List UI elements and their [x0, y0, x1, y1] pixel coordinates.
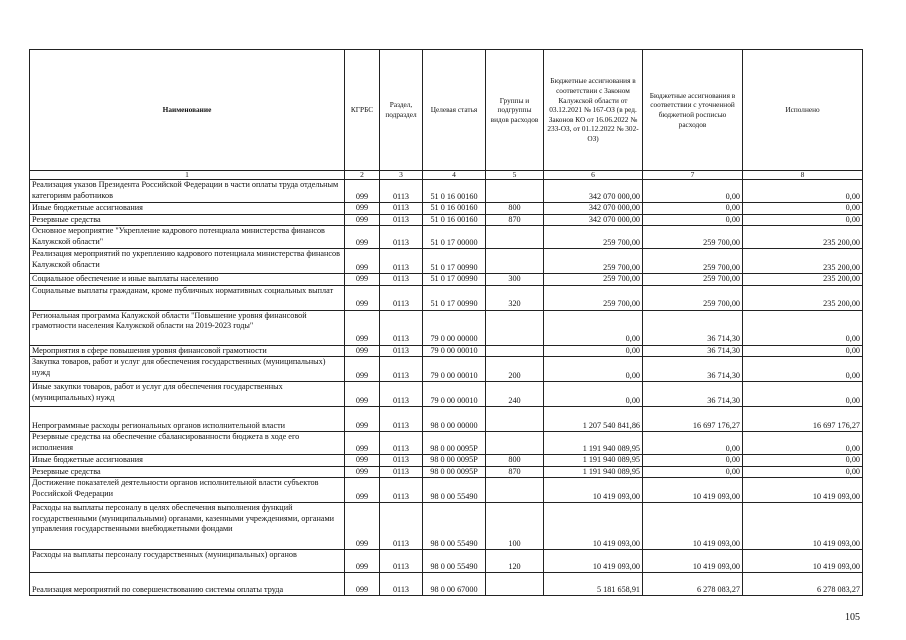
assignment-law-cell: 1 191 940 089,95	[544, 466, 643, 478]
table-row	[30, 573, 863, 596]
kgrbs-cell: 099	[345, 226, 380, 249]
table-body	[30, 180, 863, 596]
row-name-cell: Иные закупки товаров, работ и услуг для обеспечения государственных (муниципальных) нужд	[30, 382, 345, 407]
column-number: 3	[380, 171, 423, 180]
assignment-refined-cell: 10 419 093,00	[643, 503, 743, 550]
target-item-cell: 51 0 17 00990	[423, 249, 486, 274]
assignment-refined-cell: 0,00	[643, 214, 743, 226]
razdel-cell: 0113	[380, 180, 423, 203]
razdel-cell: 0113	[380, 274, 423, 286]
table-row	[30, 407, 863, 432]
expense-type-cell	[486, 432, 544, 455]
executed-cell: 10 419 093,00	[743, 550, 863, 573]
target-item-cell: 51 0 17 00000	[423, 226, 486, 249]
expense-type-cell: 120	[486, 550, 544, 573]
razdel-cell: 0113	[380, 345, 423, 357]
executed-cell: 0,00	[743, 310, 863, 345]
row-name-cell: Резервные средства	[30, 466, 345, 478]
column-number: 1	[30, 171, 345, 180]
executed-cell: 0,00	[743, 214, 863, 226]
assignment-law-cell: 259 700,00	[544, 285, 643, 310]
expense-type-cell	[486, 407, 544, 432]
kgrbs-cell: 099	[345, 180, 380, 203]
expense-type-cell: 800	[486, 203, 544, 215]
kgrbs-cell: 099	[345, 214, 380, 226]
kgrbs-cell: 099	[345, 503, 380, 550]
razdel-cell: 0113	[380, 550, 423, 573]
assignment-refined-cell: 10 419 093,00	[643, 550, 743, 573]
assignment-law-cell: 0,00	[544, 357, 643, 382]
target-item-cell: 79 0 00 00010	[423, 382, 486, 407]
expense-type-cell: 200	[486, 357, 544, 382]
kgrbs-cell: 099	[345, 203, 380, 215]
table-row	[30, 285, 863, 310]
executed-cell: 10 419 093,00	[743, 503, 863, 550]
expense-type-cell: 240	[486, 382, 544, 407]
table-row	[30, 382, 863, 407]
table-row	[30, 432, 863, 455]
row-name-cell: Иные бюджетные ассигнования	[30, 455, 345, 467]
assignment-law-cell: 0,00	[544, 345, 643, 357]
expense-type-cell: 870	[486, 466, 544, 478]
row-name-cell: Реализация указов Президента Российской Федерации в части оплаты труда отдельным категориям работников	[30, 180, 345, 203]
assignment-refined-cell: 259 700,00	[643, 285, 743, 310]
column-header-executed: Исполнено	[743, 50, 863, 171]
table-row	[30, 180, 863, 203]
expense-type-cell	[486, 226, 544, 249]
kgrbs-cell: 099	[345, 249, 380, 274]
razdel-cell: 0113	[380, 466, 423, 478]
razdel-cell: 0113	[380, 478, 423, 503]
table-row	[30, 345, 863, 357]
assignment-law-cell: 259 700,00	[544, 274, 643, 286]
row-name-cell: Резервные средства	[30, 214, 345, 226]
table-row	[30, 274, 863, 286]
table-row	[30, 226, 863, 249]
expense-type-cell	[486, 249, 544, 274]
razdel-cell: 0113	[380, 226, 423, 249]
table-row	[30, 310, 863, 345]
assignment-law-cell: 0,00	[544, 310, 643, 345]
page-number: 105	[845, 612, 860, 623]
budget-table	[29, 49, 863, 596]
column-header-expense-groups: Группы и подгруппы видов расходов	[486, 50, 544, 171]
assignment-law-cell: 10 419 093,00	[544, 550, 643, 573]
target-item-cell: 51 0 17 00990	[423, 274, 486, 286]
target-item-cell: 98 0 00 67000	[423, 573, 486, 596]
expense-type-cell: 300	[486, 274, 544, 286]
table-row	[30, 478, 863, 503]
target-item-cell: 98 0 00 00000	[423, 407, 486, 432]
executed-cell: 0,00	[743, 432, 863, 455]
row-name-cell: Социальные выплаты гражданам, кроме публичных нормативных социальных выплат	[30, 285, 345, 310]
column-header-assignments-refined: Бюджетные ассигнования в соответствии с уточненной бюджетной росписью расходов	[643, 50, 743, 171]
table-row	[30, 214, 863, 226]
razdel-cell: 0113	[380, 249, 423, 274]
executed-cell: 235 200,00	[743, 249, 863, 274]
kgrbs-cell: 099	[345, 478, 380, 503]
executed-cell: 0,00	[743, 455, 863, 467]
expense-type-cell: 100	[486, 503, 544, 550]
column-header-kgrbs: КГРБС	[345, 50, 380, 171]
razdel-cell: 0113	[380, 357, 423, 382]
assignment-refined-cell: 36 714,30	[643, 382, 743, 407]
kgrbs-cell: 099	[345, 274, 380, 286]
assignment-refined-cell: 0,00	[643, 180, 743, 203]
assignment-refined-cell: 0,00	[643, 466, 743, 478]
razdel-cell: 0113	[380, 285, 423, 310]
assignment-refined-cell: 16 697 176,27	[643, 407, 743, 432]
assignment-refined-cell: 259 700,00	[643, 274, 743, 286]
kgrbs-cell: 099	[345, 310, 380, 345]
expense-type-cell: 320	[486, 285, 544, 310]
target-item-cell: 98 0 00 55490	[423, 478, 486, 503]
assignment-law-cell: 342 070 000,00	[544, 214, 643, 226]
expense-type-cell	[486, 573, 544, 596]
kgrbs-cell: 099	[345, 550, 380, 573]
row-name-cell: Непрограммные расходы региональных органов исполнительной власти	[30, 407, 345, 432]
column-number: 6	[544, 171, 643, 180]
column-header-razdel: Раздел, подраздел	[380, 50, 423, 171]
column-number: 8	[743, 171, 863, 180]
assignment-refined-cell: 36 714,30	[643, 345, 743, 357]
razdel-cell: 0113	[380, 455, 423, 467]
expense-type-cell: 800	[486, 455, 544, 467]
kgrbs-cell: 099	[345, 345, 380, 357]
column-number-row	[30, 171, 863, 180]
target-item-cell: 98 0 00 0095Р	[423, 466, 486, 478]
executed-cell: 10 419 093,00	[743, 478, 863, 503]
expense-type-cell: 870	[486, 214, 544, 226]
expense-type-cell	[486, 478, 544, 503]
assignment-law-cell: 5 181 658,91	[544, 573, 643, 596]
executed-cell: 0,00	[743, 382, 863, 407]
assignment-law-cell: 1 207 540 841,86	[544, 407, 643, 432]
column-header-name: Наименование	[30, 50, 345, 171]
table-row	[30, 249, 863, 274]
kgrbs-cell: 099	[345, 407, 380, 432]
assignment-refined-cell: 0,00	[643, 432, 743, 455]
razdel-cell: 0113	[380, 573, 423, 596]
table-row	[30, 550, 863, 573]
column-header-target-item: Целевая статья	[423, 50, 486, 171]
assignment-refined-cell: 0,00	[643, 455, 743, 467]
razdel-cell: 0113	[380, 503, 423, 550]
kgrbs-cell: 099	[345, 285, 380, 310]
razdel-cell: 0113	[380, 407, 423, 432]
row-name-cell: Социальное обеспечение и иные выплаты населению	[30, 274, 345, 286]
assignment-law-cell: 10 419 093,00	[544, 503, 643, 550]
assignment-refined-cell: 259 700,00	[643, 226, 743, 249]
target-item-cell: 98 0 00 0095Р	[423, 455, 486, 467]
column-header-assignments-law: Бюджетные ассигнования в соответствии с Законом Калужской области от 03.12.2021 № 167-ОЗ (в ред. Законов КО от 16.06.2022 № 233-ОЗ, от 01.12.2022 № 302-ОЗ)	[544, 50, 643, 171]
expense-type-cell	[486, 180, 544, 203]
kgrbs-cell: 099	[345, 432, 380, 455]
table-row	[30, 203, 863, 215]
target-item-cell: 51 0 16 00160	[423, 214, 486, 226]
target-item-cell: 79 0 00 00010	[423, 357, 486, 382]
assignment-law-cell: 10 419 093,00	[544, 478, 643, 503]
row-name-cell: Реализация мероприятий по укреплению кадрового потенциала министерства финансов Калужской области	[30, 249, 345, 274]
expense-type-cell	[486, 345, 544, 357]
column-number: 4	[423, 171, 486, 180]
row-name-cell: Мероприятия в сфере повышения уровня финансовой грамотности	[30, 345, 345, 357]
kgrbs-cell: 099	[345, 466, 380, 478]
assignment-refined-cell: 6 278 083,27	[643, 573, 743, 596]
column-number: 7	[643, 171, 743, 180]
assignment-refined-cell: 10 419 093,00	[643, 478, 743, 503]
assignment-law-cell: 1 191 940 089,95	[544, 455, 643, 467]
target-item-cell: 98 0 00 55490	[423, 503, 486, 550]
row-name-cell: Достижение показателей деятельности органов исполнительной власти субъектов Российской Федерации	[30, 478, 345, 503]
row-name-cell: Закупка товаров, работ и услуг для обеспечения государственных (муниципальных) нужд	[30, 357, 345, 382]
expense-type-cell	[486, 310, 544, 345]
kgrbs-cell: 099	[345, 455, 380, 467]
row-name-cell: Расходы на выплаты персоналу государственных (муниципальных) органов	[30, 550, 345, 573]
razdel-cell: 0113	[380, 214, 423, 226]
executed-cell: 0,00	[743, 466, 863, 478]
executed-cell: 16 697 176,27	[743, 407, 863, 432]
row-name-cell: Реализация мероприятий по совершенствованию системы оплаты труда	[30, 573, 345, 596]
target-item-cell: 51 0 17 00990	[423, 285, 486, 310]
assignment-refined-cell: 36 714,30	[643, 310, 743, 345]
target-item-cell: 51 0 16 00160	[423, 180, 486, 203]
row-name-cell: Расходы на выплаты персоналу в целях обеспечения выполнения функций государственными (муниципальными) органами, казенными учреждениями, органами управления государственными внебюджетными фондами	[30, 503, 345, 550]
executed-cell: 0,00	[743, 203, 863, 215]
column-number: 2	[345, 171, 380, 180]
assignment-law-cell: 259 700,00	[544, 226, 643, 249]
row-name-cell: Региональная программа Калужской области "Повышение уровня финансовой грамотности населения Калужской области на 2019-2023 годы"	[30, 310, 345, 345]
table-row	[30, 357, 863, 382]
razdel-cell: 0113	[380, 310, 423, 345]
assignment-refined-cell: 259 700,00	[643, 249, 743, 274]
kgrbs-cell: 099	[345, 357, 380, 382]
assignment-refined-cell: 0,00	[643, 203, 743, 215]
table-row	[30, 466, 863, 478]
table-header	[30, 50, 863, 180]
row-name-cell: Основное мероприятие "Укрепление кадрового потенциала министерства финансов Калужской области"	[30, 226, 345, 249]
row-name-cell: Иные бюджетные ассигнования	[30, 203, 345, 215]
assignment-law-cell: 342 070 000,00	[544, 203, 643, 215]
assignment-law-cell: 1 191 940 089,95	[544, 432, 643, 455]
kgrbs-cell: 099	[345, 573, 380, 596]
row-name-cell: Резервные средства на обеспечение сбалансированности бюджета в ходе его исполнения	[30, 432, 345, 455]
executed-cell: 0,00	[743, 180, 863, 203]
kgrbs-cell: 099	[345, 382, 380, 407]
razdel-cell: 0113	[380, 382, 423, 407]
razdel-cell: 0113	[380, 203, 423, 215]
assignment-law-cell: 342 070 000,00	[544, 180, 643, 203]
executed-cell: 235 200,00	[743, 226, 863, 249]
table-row	[30, 503, 863, 550]
column-number: 5	[486, 171, 544, 180]
target-item-cell: 79 0 00 00010	[423, 345, 486, 357]
razdel-cell: 0113	[380, 432, 423, 455]
executed-cell: 0,00	[743, 345, 863, 357]
assignment-law-cell: 259 700,00	[544, 249, 643, 274]
table-row	[30, 455, 863, 467]
target-item-cell: 98 0 00 0095Р	[423, 432, 486, 455]
assignment-law-cell: 0,00	[544, 382, 643, 407]
target-item-cell: 79 0 00 00000	[423, 310, 486, 345]
executed-cell: 235 200,00	[743, 285, 863, 310]
target-item-cell: 98 0 00 55490	[423, 550, 486, 573]
executed-cell: 235 200,00	[743, 274, 863, 286]
executed-cell: 6 278 083,27	[743, 573, 863, 596]
assignment-refined-cell: 36 714,30	[643, 357, 743, 382]
target-item-cell: 51 0 16 00160	[423, 203, 486, 215]
executed-cell: 0,00	[743, 357, 863, 382]
